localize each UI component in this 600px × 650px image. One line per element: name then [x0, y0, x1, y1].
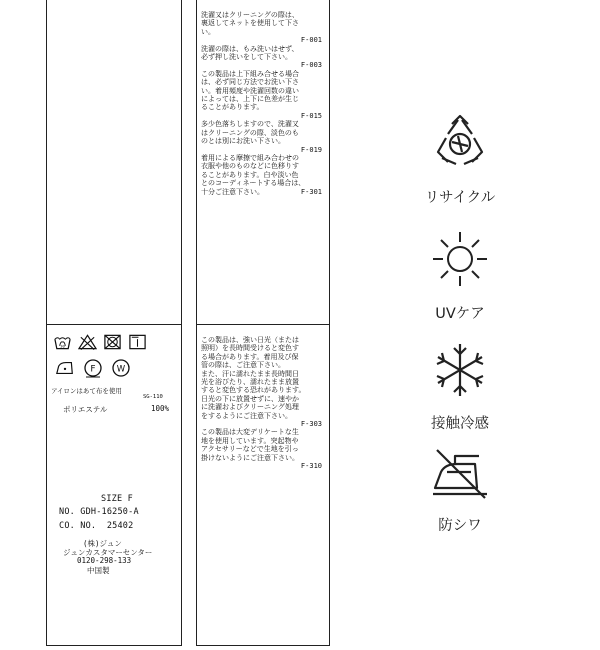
care-note: この製品は大変デリケートな生 地を使用しています。突起物や アクセサリーなどで生地を引っ 掛けないようにご注意下さい。 [201, 428, 299, 462]
dry-clean-f-icon [83, 358, 103, 378]
phone-number: 0120-298-133 [77, 556, 132, 565]
iron-low-icon [55, 358, 75, 378]
care-note: 着用による摩擦で組み合わせの 衣服や他のものなどに色移りす ることがあります。白や淡い色 とのコーディネートする場合は、 十分ご注意下さい。 [201, 153, 306, 196]
tag-divider [47, 324, 181, 325]
care-note: この製品は上下組み合せる場合 は、必ず同じ方法でお洗い下さ い。着用頻度や洗濯回数の違い によっては、上下に色差が生じ ることがあります。 [201, 69, 299, 112]
care-note: この製品は、強い日光（または 照明）を長時間受けると変色す る場合があります。着用及び保 管の際は、ご注意下さい。 また、汗に濡れたまま長時間日 光を浴びたり、濡れたまま放置 すると変色する恐れがあります。 日光の下に放置せずに、速やか に洗濯およびクリーニング処理 をするようにご注意下さい。 [201, 336, 306, 420]
snowflake-icon [429, 342, 491, 398]
sun-icon [429, 230, 491, 288]
care-note-code: F-001 [300, 36, 322, 45]
anti-wrinkle-iron-icon [429, 448, 491, 500]
care-note-code: F-003 [300, 61, 322, 70]
wet-clean-w-icon [111, 358, 131, 378]
care-symbols-row [53, 333, 147, 351]
care-note: 洗濯の際は、もみ洗いはせず、 必ず押し洗いをして下さい。 [201, 44, 299, 62]
feature-label: 接触冷感 [431, 416, 489, 432]
no-tumble-dry-icon [103, 333, 122, 351]
product-number: NO. GDH-16250-A [59, 507, 139, 517]
customer-center: ジュンカスタマーセンター [63, 548, 153, 557]
care-notes-bottom [201, 336, 326, 471]
feature-label: UVケア [435, 306, 485, 322]
size-label: SIZE F [101, 494, 133, 504]
company-name: (株)ジュン [83, 539, 122, 548]
iron-note: アイロンはあて布を使用 [51, 387, 122, 395]
no-bleach-icon [78, 333, 97, 351]
feature-cool-touch [400, 342, 520, 433]
care-note-code: F-301 [300, 187, 322, 196]
feature-label: 防シワ [438, 518, 482, 534]
svg-text:30: 30 [60, 343, 65, 349]
feature-wrinkle-free [400, 448, 520, 535]
hand-wash-icon [53, 333, 72, 351]
svg-text:W: W [116, 364, 126, 375]
svg-text:F: F [90, 364, 96, 375]
care-note-code: F-303 [300, 420, 322, 429]
material-percent: 100% [151, 404, 170, 413]
care-tag-left [46, 0, 182, 646]
feature-uv [400, 230, 520, 323]
feature-label: リサイクル [424, 190, 496, 206]
care-note: 洗濯又はクリーニングの際は、 裏返してネットを使用して下さ い。 [201, 11, 299, 36]
sg-code: SG-110 [143, 394, 163, 400]
care-tag-right [196, 0, 330, 646]
care-symbols-row-2 [55, 358, 131, 378]
care-notes-top [201, 11, 326, 196]
tag-divider [197, 324, 329, 325]
material-name: ポリエステル [63, 405, 108, 414]
care-note-code: F-310 [300, 462, 322, 471]
care-note-code: F-019 [300, 145, 322, 154]
care-note-code: F-015 [300, 111, 322, 120]
care-note: 多少色落ちしますので、洗濯又 はクリーニングの際、淡色のも のとは別にお洗い下さい。 [201, 120, 299, 146]
hang-dry-icon [128, 333, 147, 351]
feature-recycle [400, 112, 520, 207]
recycle-icon [428, 112, 492, 172]
origin: 中国製 [87, 566, 110, 575]
company-number: CO. NO. 25402 [59, 521, 134, 531]
